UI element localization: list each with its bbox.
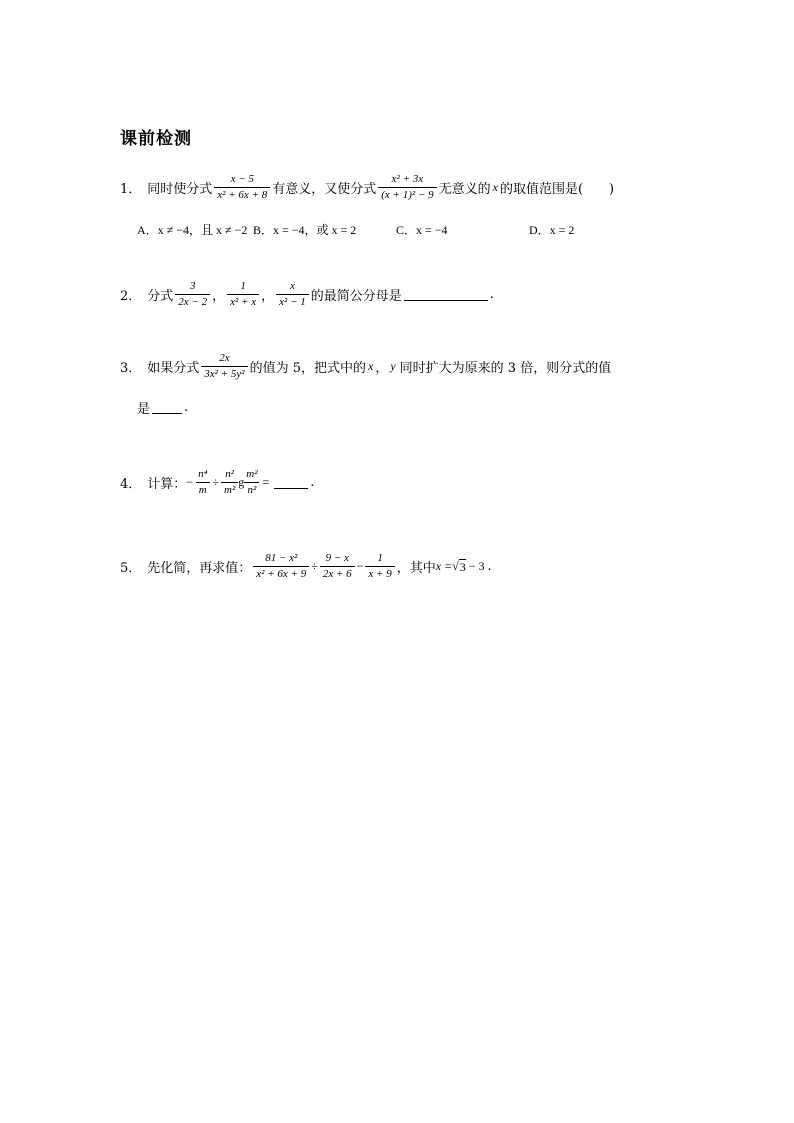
question-number: 2． [120,289,142,304]
variable-y: y [390,359,396,373]
numerator: 1 [240,280,246,292]
fraction [221,467,238,498]
period: . [310,475,315,490]
numerator: n² [225,468,235,480]
sqrt-icon: √ [452,559,459,573]
question-text: 有意义，又使分式 [272,182,377,197]
fraction [201,351,247,382]
numerator: x [290,280,295,292]
question-text: 的取值范围是( ) [499,182,615,197]
period: . [487,559,492,574]
question-number: 3． [120,361,142,376]
fraction [175,279,210,310]
question-3-continuation [137,398,188,417]
condition-tail: − 3 [465,559,485,573]
fraction [378,172,436,203]
question-3 [120,351,611,382]
denominator: x² + x [227,294,259,310]
question-text: 的最简公分母是 [310,289,402,304]
answer-blank[interactable] [274,477,308,489]
numerator: 81 − x² [265,552,298,564]
option-a: A．x ≠ −4，且 x ≠ −2 [137,223,248,237]
period: . [489,287,494,302]
numerator: 1 [377,552,383,564]
numerator: n⁴ [198,468,208,480]
fraction [227,279,259,310]
condition-lhs: x = [435,559,453,573]
question-5 [120,551,492,582]
option-c: C．x = −4 [396,223,448,237]
separator: ， [261,289,275,304]
question-text: 计算： [147,477,187,492]
denominator: 2x + 6 [320,566,355,582]
question-1 [120,172,614,203]
divide-sign: ÷ [311,559,318,573]
question-2 [120,279,494,310]
glyph-g: g [238,475,245,489]
minus-sign: − [186,475,194,489]
variable-x: x [368,359,374,373]
question-text: ，其中 [396,561,436,576]
question-number: 4． [120,477,142,492]
divide-sign: ÷ [212,475,219,489]
fraction [195,467,210,498]
denominator: x + 9 [365,566,394,582]
fraction [253,551,309,582]
numerator: x² + 3x [391,173,424,185]
page-title: 课前检测 [120,129,192,149]
variable: x [492,180,498,194]
question-number: 5． [120,561,142,576]
numerator: 9 − x [325,552,349,564]
answer-blank[interactable] [404,289,488,301]
question-number: 1． [120,182,142,197]
question-text: 先化简，再求值： [147,561,252,576]
question-text: 是 [137,402,151,417]
question-text: 分式 [147,289,174,304]
separator: ， [375,361,389,376]
period: . [184,400,189,415]
numerator: x − 5 [230,173,254,185]
option-b: B．x = −4，或 x = 2 [253,223,357,237]
denominator: m² [221,482,238,498]
fraction [365,551,394,582]
denominator: x² + 6x + 9 [253,566,309,582]
numerator: 2x [219,352,230,364]
denominator: 2x − 2 [175,294,210,310]
fraction [320,551,355,582]
question-1-options [137,221,574,238]
fraction [276,279,309,310]
answer-blank[interactable] [152,402,182,414]
denominator: x² + 6x + 8 [214,187,270,203]
minus-sign: − [356,559,364,573]
denominator: (x + 1)² − 9 [378,187,436,203]
question-text: 同时使分式 [147,182,213,197]
question-text: 无意义的 [438,182,491,197]
separator: ， [212,289,226,304]
option-d: D．x = 2 [529,223,575,237]
question-text: 的值为 5，把式中的 [249,361,366,376]
radicand: 3 [459,559,466,574]
numerator: m² [246,468,258,480]
numerator: 3 [189,280,196,292]
question-text: 如果分式 [147,361,200,376]
denominator: x² − 1 [276,294,309,310]
question-4 [120,467,314,498]
question-text: 同时扩大为原来的 3 倍，则分式的值 [399,361,612,376]
denominator: 3x² + 5y² [201,366,247,382]
equals-sign: = [262,475,270,489]
denominator: m [196,482,210,498]
denominator: n² [244,482,259,498]
fraction [243,467,260,498]
fraction [214,172,270,203]
